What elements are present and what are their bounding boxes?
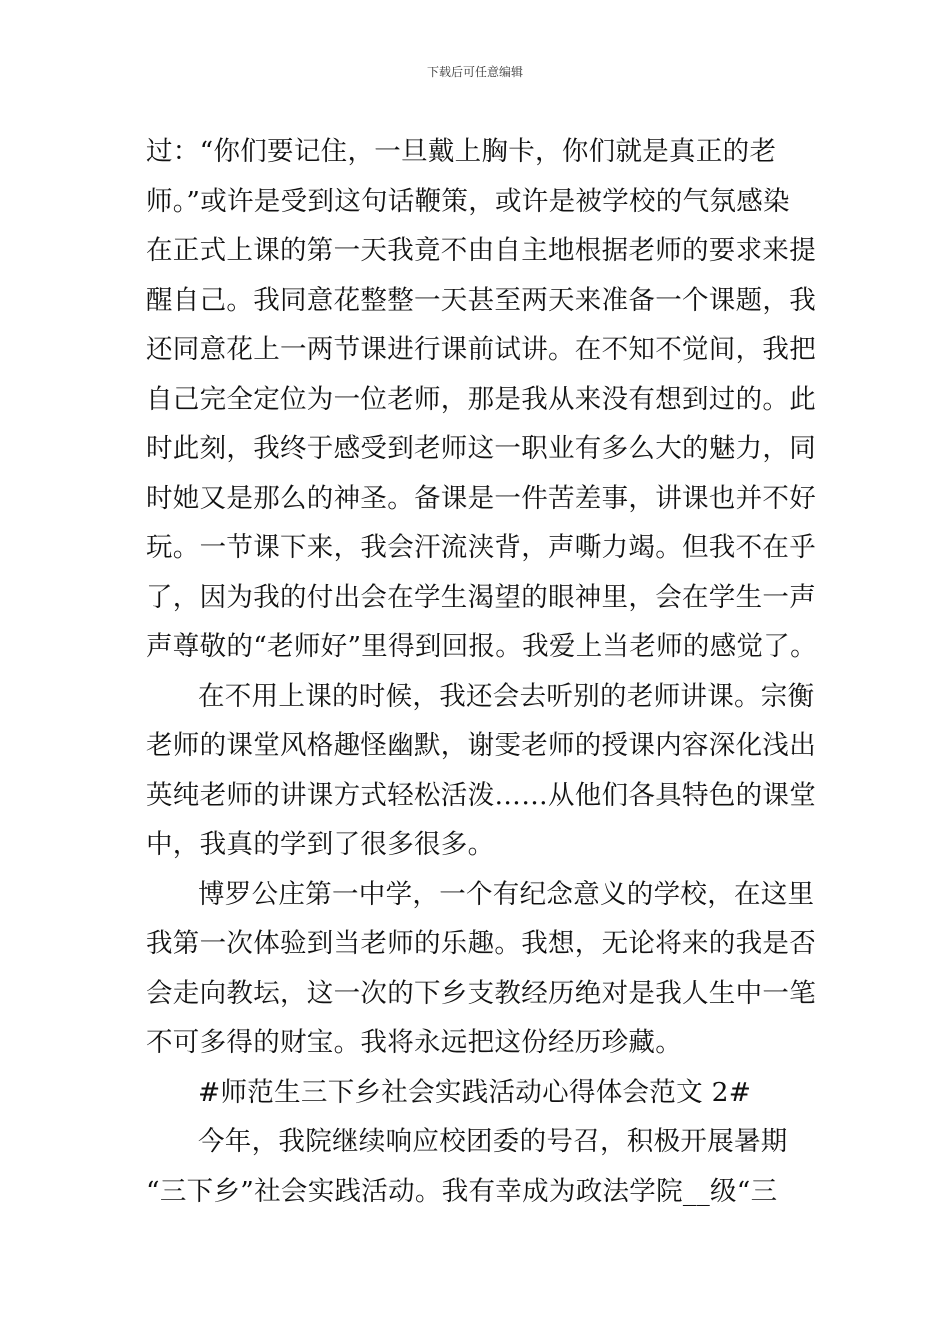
text-line: 不可多得的财宝。我将永远把这份经历珍藏。 — [146, 1027, 682, 1058]
text-line: 时此刻，我终于感受到老师这一职业有多么大的魅力，同 — [146, 433, 816, 464]
section-heading: #师范生三下乡社会实践活动心得体会范文 2# — [198, 1076, 752, 1108]
text-line: 声尊敬的“老师好”里得到回报。我爱上当老师的感觉了。 — [146, 631, 817, 662]
text-line: 英纯老师的讲课方式轻松活泼……从他们各具特色的课堂 — [146, 779, 816, 811]
text-line: 了，因为我的付出会在学生渴望的眼神里，会在学生一声 — [146, 581, 816, 613]
page-header: 下载后可任意编辑 — [426, 65, 523, 79]
text-line: 玩。一节课下来，我会汗流浃背，声嘶力竭。但我不在乎 — [146, 532, 816, 563]
text-line: 在正式上课的第一天我竟不由自主地根据老师的要求来提 — [146, 235, 816, 266]
text-line: 老师的课堂风格趣怪幽默，谢雯老师的授课内容深化浅出 — [146, 730, 816, 761]
text-line: 我第一次体验到当老师的乐趣。我想，无论将来的我是否 — [146, 928, 816, 959]
text-line: “三下乡”社会实践活动。我有幸成为政法学院__级“三 — [146, 1175, 778, 1207]
text-line: 自己完全定位为一位老师，那是我从来没有想到过的。此 — [146, 383, 816, 415]
text-line: 师。”或许是受到这句话鞭策，或许是被学校的气氛感染 — [146, 185, 790, 217]
text-line: 还同意花上一两节课进行课前试讲。在不知不觉间，我把 — [146, 334, 816, 365]
text-line: 过：“你们要记住，一旦戴上胸卡，你们就是真正的老 — [146, 136, 777, 167]
document-body — [146, 127, 817, 1216]
text-line: 中，我真的学到了很多很多。 — [146, 829, 495, 860]
text-line: 醒自己。我同意花整整一天甚至两天来准备一个课题，我 — [146, 284, 816, 316]
text-line: 时她又是那么的神圣。备课是一件苦差事，讲课也并不好 — [146, 482, 816, 514]
paragraph-start-line: 在不用上课的时候，我还会去听别的老师讲课。宗衡 — [198, 680, 815, 712]
paragraph-start-line: 今年，我院继续响应校团委的号召，积极开展暑期 — [198, 1126, 788, 1157]
text-line: 会走向教坛，这一次的下乡支教经历绝对是我人生中一笔 — [146, 977, 816, 1009]
paragraph-start-line: 博罗公庄第一中学，一个有纪念意义的学校，在这里 — [198, 878, 815, 910]
